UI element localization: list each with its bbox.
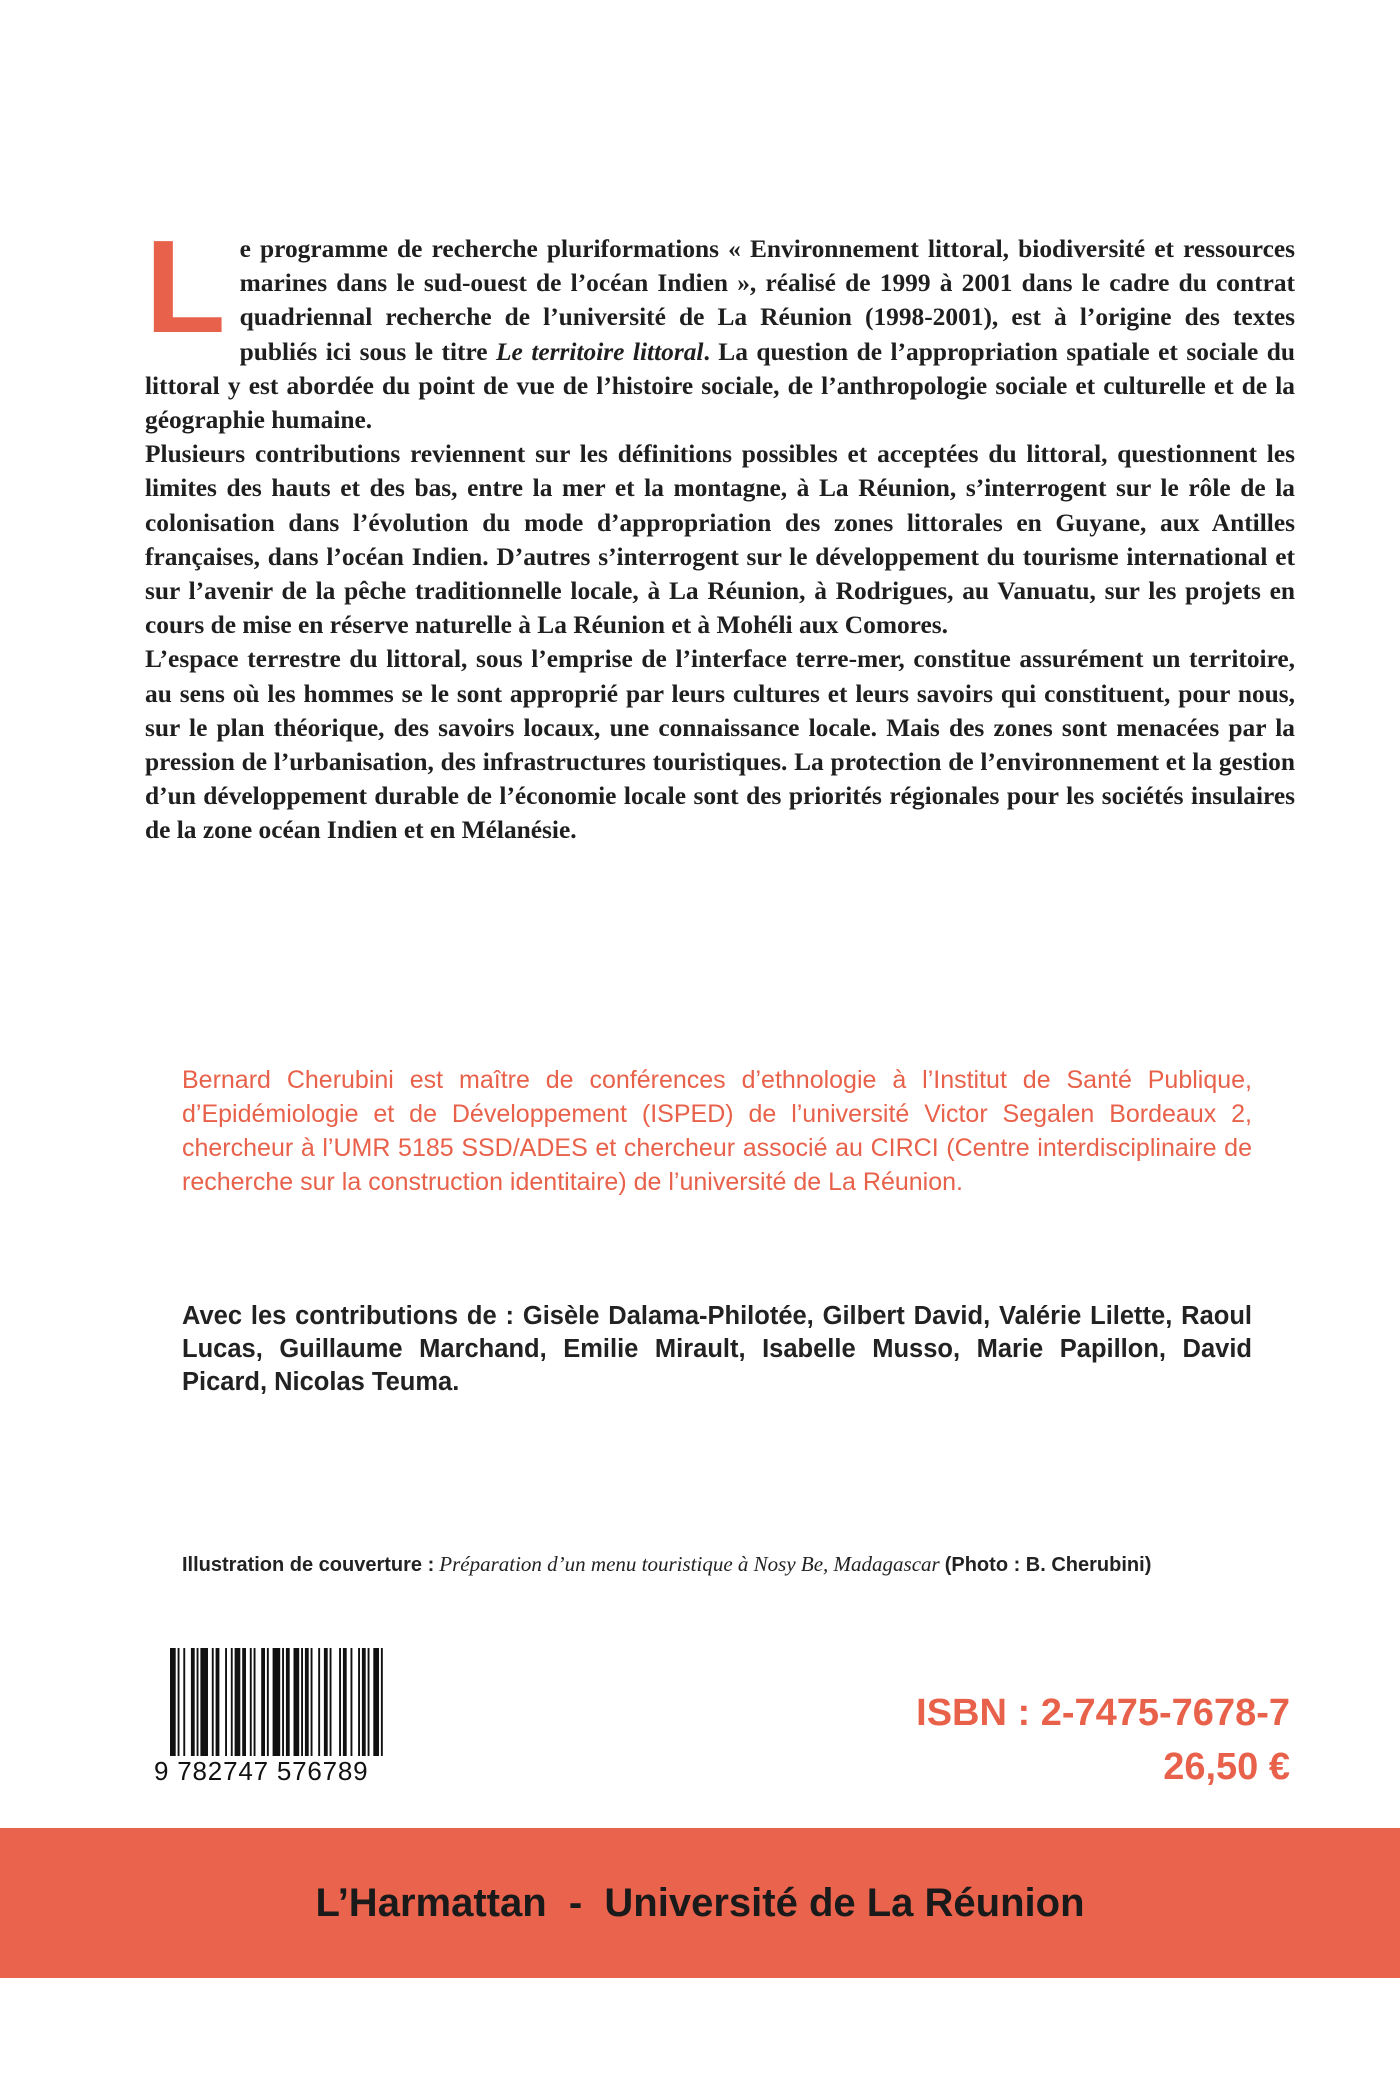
barcode-bar (282, 1648, 284, 1760)
author-bio-text: Bernard Cherubini est maître de conférences d’ethnologie à l’Institut de Santé Publique, d’Epidémiologie et de Développement (ISPED) de l’université Victor Segalen Bordeaux 2, chercheur à l’UMR 5185 SSD/ADES et chercheur associé au CIRCI (Centre interdisciplinaire de recherche sur la construction identitaire) de l’université de La Réunion. (182, 1066, 1252, 1196)
publisher-band (0, 1828, 1400, 1978)
barcode-bar (324, 1648, 328, 1760)
barcode-bar (311, 1648, 313, 1760)
barcode-bar (242, 1648, 246, 1760)
barcode-bar (200, 1648, 208, 1760)
barcode-bar (286, 1648, 290, 1760)
publisher-name: L’Harmattan - Université de La Réunion (315, 1880, 1085, 1925)
barcode-bar (318, 1648, 320, 1760)
barcode-bar (191, 1648, 195, 1760)
illustration-credit (182, 1550, 1292, 1579)
barcode-bar (170, 1648, 176, 1760)
barcode-bar (212, 1648, 214, 1760)
barcode-bar (358, 1648, 360, 1760)
barcode-bar (301, 1648, 303, 1760)
barcode-bar (197, 1648, 199, 1760)
summary-paragraph-1-text: e programme de recherche pluriformations « Environnement littoral, biodiversité et ressources marines dans le sud-ouest de l’océan Indien », réalisé de 1999 à 2001 dans le cadre du contrat quadriennal recherche de l’université de La Réunion (1998-2001), est à l’origine des textes publiés ici sous le titre (239, 235, 1295, 366)
barcode-bar (231, 1648, 233, 1760)
summary-text (145, 213, 1295, 848)
barcode-bar (362, 1648, 366, 1760)
barcode-bar (216, 1648, 220, 1760)
summary-paragraph-2: Plusieurs contributions reviennent sur les définitions possibles et acceptées du littoral, questionnent les limites des hauts et des bas, entre la mer et la montagne, à La Réunion, s’interrogent sur le rôle de la colonisation dans l’évolution du mode d’appropriation des zones littorales en Guyane, aux Antilles françaises, dans l’océan Indien. D’autres s’interrogent sur le développement du tourisme international et sur l’avenir de la pêche traditionnelle locale, à La Réunion, à Rodrigues, au Vanuatu, sur les projets en cours de mise en réserve naturelle à La Réunion et à Mohéli aux Comores. (145, 440, 1295, 640)
summary-paragraph-3: L’espace terrestre du littoral, sous l’emprise de l’interface terre-mer, constitue assurément un territoire, au sens où les hommes se le sont approprié par leurs cultures et leurs savoirs qui constituent, pour nous, sur le plan théorique, des savoirs locaux, une connaissance locale. Mais des zones sont menacées par la pression de l’urbanisation, des infrastructures touristiques. La protection de l’environnement et la gestion d’un développement durable de l’économie locale sont des priorités régionales pour les sociétés insulaires de la zone océan Indien et en Mélanésie. (145, 645, 1295, 845)
price: 26,50 € (1163, 1746, 1290, 1788)
barcode-bar (267, 1648, 269, 1760)
barcode (152, 1648, 410, 1793)
isbn: ISBN : 2-7475-7678-7 (916, 1692, 1290, 1734)
contributions (182, 1300, 1252, 1399)
credit-label: Illustration de couverture : (182, 1554, 435, 1576)
barcode-bar (381, 1648, 383, 1760)
barcode-bar (178, 1648, 180, 1760)
barcode-bar (250, 1648, 252, 1760)
barcode-bars (152, 1648, 410, 1760)
book-title: Le territoire littoral (496, 337, 704, 366)
barcode-bar (273, 1648, 281, 1760)
barcode-bar (235, 1648, 241, 1760)
summary-paragraph-1 (145, 213, 1295, 437)
barcode-bar (330, 1648, 332, 1760)
barcode-bar (368, 1648, 370, 1760)
contributions-text: Avec les contributions de : Gisèle Dalama-Philotée, Gilbert David, Valérie Lilette, Raoul Lucas, Guillaume Marchand, Emilie Mirault, Isabelle Musso, Marie Papillon, David Picard, Nicolas Teuma. (182, 1302, 1252, 1396)
barcode-bar (183, 1648, 185, 1760)
barcode-bar (261, 1648, 265, 1760)
summary-paragraph-1-rest: . La question de l’appropriation spatiale et sociale du littoral y est abordée du point de vue de l’histoire sociale, de l’anthropologie sociale et culturelle et de la géographie humaine. (145, 337, 1295, 435)
credit-photo: (Photo : B. Cherubini) (944, 1554, 1152, 1576)
author-bio (182, 1063, 1252, 1199)
barcode-bar (351, 1648, 353, 1760)
barcode-bar (225, 1648, 227, 1760)
credit-title: Préparation d’un menu touristique à Nosy Be, Madagascar (439, 1552, 940, 1576)
barcode-bar (343, 1648, 347, 1760)
barcode-bar (254, 1648, 256, 1760)
drop-cap: L (145, 213, 226, 360)
barcode-digits: 9 782747 576789 (152, 1756, 412, 1786)
barcode-bar (294, 1648, 300, 1760)
barcode-bar (339, 1648, 341, 1760)
barcode-bar (305, 1648, 309, 1760)
barcode-bar (373, 1648, 379, 1760)
